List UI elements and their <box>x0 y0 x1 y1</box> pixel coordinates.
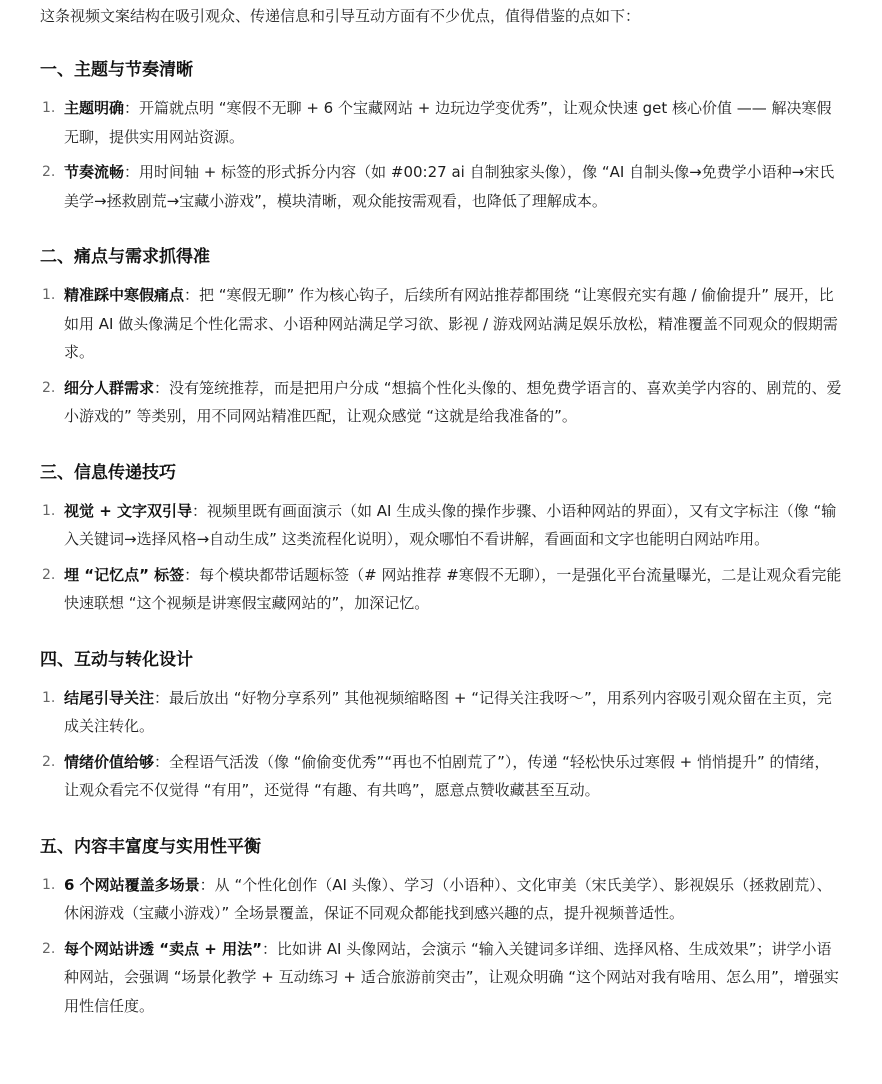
list-number: 1. <box>42 502 56 519</box>
item-text: ：最后放出 “好物分享系列” 其他视频缩略图 + “记得关注我呀～”，用系列内容吸引观众留在主页，完成关注转化。 <box>64 688 832 735</box>
list-number: 2. <box>42 379 56 396</box>
section-interaction-conversion <box>40 648 842 805</box>
item-text: ：比如讲 AI 头像网站，会演示 “输入关键词多详细、选择风格、生成效果”；讲学小语种网站，会强调 “场景化教学 + 互动练习 + 适合旅游前突击”，让观众明确 “这个网站对我有啥用、怎么用”，增强实用性信任度。 <box>64 939 839 1015</box>
list-number: 1. <box>42 876 56 893</box>
item-lead: 每个网站讲透 “卖点 + 用法” <box>64 939 262 958</box>
numbered-list <box>40 684 842 805</box>
section-title: 二、痛点与需求抓得准 <box>40 247 210 267</box>
item-lead: 细分人群需求 <box>64 378 155 397</box>
section-title: 五、内容丰富度与实用性平衡 <box>40 836 261 857</box>
list-item <box>40 748 842 805</box>
item-text: ：从 “个性化创作（AI 头像）、学习（小语种）、文化审美（宋氏美学）、影视娱乐（拯救剧荒）、休闲游戏（宝藏小游戏）” 全场景覆盖，保证不同观众都能找到感兴趣的点，提升视频普适性。 <box>64 875 832 922</box>
section-pain-points <box>40 245 842 431</box>
section-title: 三、信息传递技巧 <box>40 462 176 483</box>
item-lead: 主题明确 <box>64 99 125 117</box>
item-text: ：用时间轴 + 标签的形式拆分内容（如 #00:27 ai 自制独家头像），像 “AI 自制头像→免费学小语种→宋氏美学→拯救剧荒→宝藏小游戏”，模块清晰，观众能按需观看，也降低了理解成本。 <box>64 163 835 210</box>
item-text: ：开篇就点明 “寒假不无聊 + 6 个宝藏网站 + 边玩边学变优秀”，让观众快速 get 核心价值 —— 解决寒假无聊，提供实用网站资源。 <box>64 99 832 146</box>
numbered-list <box>40 281 842 431</box>
item-lead: 视觉 + 文字双引导 <box>64 501 193 520</box>
item-text: ：没有笼统推荐，而是把用户分成 “想搞个性化头像的、想免费学语言的、喜欢美学内容的、剧荒的、爱小游戏的” 等类别，用不同网站精准匹配，让观众感觉 “这就是给我准备的”。 <box>64 378 842 425</box>
numbered-list <box>40 871 842 1021</box>
list-item <box>40 561 842 618</box>
section-title: 一、主题与节奏清晰 <box>40 60 193 80</box>
list-number: 1. <box>42 287 56 303</box>
item-lead: 节奏流畅 <box>64 163 125 181</box>
item-text: ：把 “寒假无聊” 作为核心钩子，后续所有网站推荐都围绕 “让寒假充实有趣 / 偷偷提升” 展开，比如用 AI 做头像满足个性化需求、小语种网站满足学习欲、影视 / 游戏网站满足娱乐放松，精准覆盖不同观众的假期需求。 <box>64 286 838 361</box>
numbered-list <box>40 497 842 618</box>
list-number: 2. <box>42 164 56 180</box>
list-item <box>40 158 842 215</box>
list-number: 1. <box>42 100 56 116</box>
numbered-list <box>40 94 842 215</box>
list-number: 2. <box>42 753 56 770</box>
section-content-richness <box>40 835 842 1021</box>
list-item <box>40 497 842 554</box>
list-item <box>40 935 842 1021</box>
list-item <box>40 281 842 367</box>
list-item <box>40 94 842 151</box>
item-lead: 情绪价值给够 <box>64 752 155 771</box>
item-lead: 结尾引导关注 <box>64 688 155 707</box>
list-number: 1. <box>42 689 56 706</box>
section-title: 四、互动与转化设计 <box>40 649 193 670</box>
section-info-techniques <box>40 461 842 618</box>
list-item <box>40 871 842 928</box>
item-lead: 6 个网站覆盖多场景 <box>64 875 200 894</box>
list-item <box>40 684 842 741</box>
list-number: 2. <box>42 940 56 957</box>
item-text: ：每个模块都带话题标签（# 网站推荐 #寒假不无聊），一是强化平台流量曝光，二是让观众看完能快速联想 “这个视频是讲寒假宝藏网站的”，加深记忆。 <box>64 565 842 612</box>
item-lead: 精准踩中寒假痛点 <box>64 286 185 304</box>
item-text: ：全程语气活泼（像 “偷偷变优秀”“再也不怕剧荒了”），传递 “轻松快乐过寒假 + 悄悄提升” 的情绪，让观众看完不仅觉得 “有用”，还觉得 “有趣、有共鸣”，愿意点赞收藏甚至互动。 <box>64 752 830 799</box>
item-text: ：视频里既有画面演示（如 AI 生成头像的操作步骤、小语种网站的界面），又有文字标注（像 “输入关键词→选择风格→自动生成” 这类流程化说明），观众哪怕不看讲解，看画面和文字也能明白网站咋用。 <box>64 501 837 548</box>
list-number: 2. <box>42 566 56 583</box>
section-theme-rhythm <box>40 58 842 215</box>
intro-paragraph: 这条视频文案结构在吸引观众、传递信息和引导互动方面有不少优点，值得借鉴的点如下： <box>40 7 641 25</box>
list-item <box>40 374 842 431</box>
item-lead: 埋 “记忆点” 标签 <box>64 565 185 584</box>
